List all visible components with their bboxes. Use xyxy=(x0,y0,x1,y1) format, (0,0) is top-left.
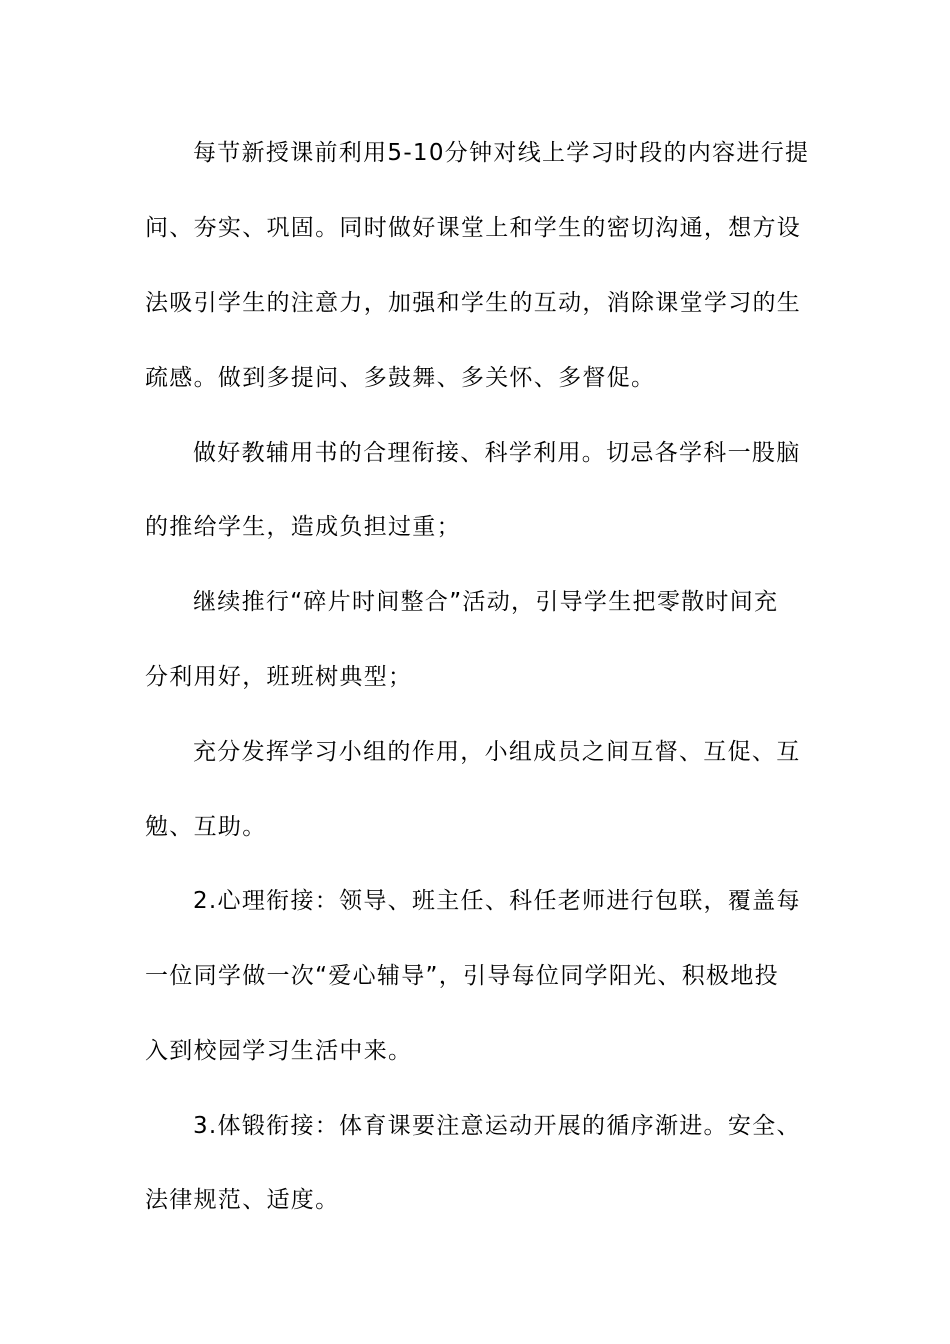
paragraph-line: 2.心理衔接：领导、班主任、科任老师进行包联，覆盖每 xyxy=(193,888,801,914)
paragraph-line: 每节新授课前利用5-10分钟对线上学习时段的内容进行提 xyxy=(193,140,810,166)
paragraph-line: 分利用好，班班树典型； xyxy=(145,664,413,690)
paragraph-line: 勉、互助。 xyxy=(145,814,267,840)
paragraph-line: 继续推行“碎片时间整合”活动，引导学生把零散时间充 xyxy=(193,589,779,615)
paragraph-line: 疏感。做到多提问、多鼓舞、多关怀、多督促。 xyxy=(145,365,656,391)
paragraph-line: 问、夯实、巩固。同时做好课堂上和学生的密切沟通，想方设 xyxy=(145,215,802,241)
paragraph-line: 法律规范、适度。 xyxy=(145,1187,340,1213)
paragraph-line: 法吸引学生的注意力，加强和学生的互动，消除课堂学习的生 xyxy=(145,290,802,316)
paragraph-line: 充分发挥学习小组的作用，小组成员之间互督、互促、互 xyxy=(193,739,801,765)
paragraph-line: 一位同学做一次“爱心辅导”，引导每位同学阳光、积极地投 xyxy=(145,963,779,989)
paragraph-line: 做好教辅用书的合理衔接、科学利用。切忌各学科一股脑 xyxy=(193,440,801,466)
paragraph-line: 入到校园学习生活中来。 xyxy=(145,1038,413,1064)
paragraph-line: 的推给学生，造成负担过重； xyxy=(145,514,461,540)
paragraph-line: 3.体锻衔接：体育课要注意运动开展的循序渐进。安全、 xyxy=(193,1113,801,1139)
